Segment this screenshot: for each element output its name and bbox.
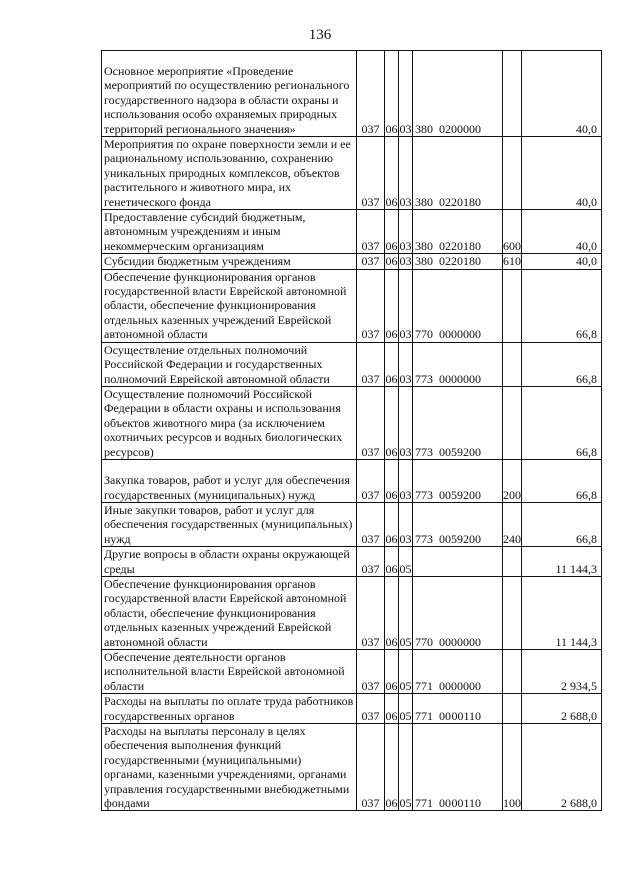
subsection-code-cell: [399, 502, 413, 546]
program-code: 77: [415, 327, 427, 342]
group-code: 02: [439, 238, 451, 253]
section-code-cell: [385, 210, 399, 254]
expense-type-cell: [503, 210, 522, 254]
subsection-code: 03: [399, 327, 412, 342]
program-code: 38: [415, 194, 427, 209]
expense-type-cell: [503, 269, 522, 342]
target-article-cell: [413, 576, 503, 649]
subprogram-code: 1: [427, 708, 433, 723]
target-article-cell: [413, 724, 503, 811]
row-name: Другие вопросы в области охраны окружающей среды: [104, 547, 350, 576]
item-code: 20180: [451, 254, 481, 269]
subsection-code-cell: [399, 576, 413, 649]
expense-type-cell: [503, 650, 522, 694]
ministry-code: 037: [361, 561, 380, 576]
ministry-code: 037: [361, 444, 380, 459]
program-code: 77: [415, 371, 427, 386]
ministry-code: 037: [361, 487, 380, 502]
row-name-cell: [102, 51, 357, 137]
row-name: Предоставление субсидий бюджетным, автономным учреждениям и иным некоммерческим организациям: [104, 210, 306, 253]
group-code: 00: [439, 327, 451, 342]
group-code: 02: [439, 121, 451, 136]
table-row: [102, 386, 602, 459]
amount-value: 40,0: [576, 121, 597, 136]
row-name-cell: [102, 137, 357, 210]
row-name: Основное мероприятие «Проведение мероприятий по осуществлению регионального государственного надзора в области охраны и использования особо охраняемых природных территорий регионального значения»: [104, 63, 350, 136]
section-code: 06: [385, 121, 398, 136]
ministry-code-cell: [357, 254, 385, 269]
ministry-code-cell: [357, 210, 385, 254]
expense-type-code: 600: [503, 238, 521, 253]
program-code: 38: [415, 121, 427, 136]
section-code: 06: [385, 371, 398, 386]
program-code: 38: [415, 254, 427, 269]
expense-type-cell: [503, 386, 522, 459]
amount-cell: [522, 694, 602, 724]
budget-table: [101, 50, 602, 811]
ministry-code-cell: [357, 547, 385, 577]
table-row: [102, 547, 602, 577]
section-code: 06: [385, 194, 398, 209]
expense-type-code: 100: [503, 796, 521, 811]
table-row: [102, 650, 602, 694]
amount-cell: [522, 342, 602, 386]
amount-cell: [522, 576, 602, 649]
item-code: 00000: [451, 121, 481, 136]
row-name: Расходы на выплаты персоналу в целях обеспечения выполнения функций государственными (муниципальными) органами, казенными учреждениями, органами управления государственными внебюджетными фондами: [104, 724, 350, 811]
item-code: 00000: [451, 634, 481, 649]
subsection-code: 05: [399, 678, 412, 693]
ministry-code-cell: [357, 51, 385, 137]
row-name-cell: [102, 502, 357, 546]
section-code: 06: [385, 634, 398, 649]
ministry-code: 037: [361, 796, 380, 811]
subsection-code: 03: [399, 121, 412, 136]
ministry-code: 037: [361, 327, 380, 342]
page-number: 136: [308, 27, 332, 43]
group-code: 00: [439, 487, 451, 502]
item-code: 00110: [451, 708, 481, 723]
program-code: 77: [415, 634, 427, 649]
section-code-cell: [385, 137, 399, 210]
expense-type-cell: [503, 342, 522, 386]
subprogram-code: 0: [427, 634, 433, 649]
item-code: 20180: [451, 238, 481, 253]
subsection-code: 03: [399, 487, 412, 502]
subprogram-code: 1: [427, 678, 433, 693]
subsection-code: 05: [399, 796, 412, 811]
amount-cell: [522, 650, 602, 694]
expense-type-cell: [503, 724, 522, 811]
ministry-code-cell: [357, 342, 385, 386]
amount-value: 66,8: [576, 444, 597, 459]
expense-type-cell: [503, 459, 522, 502]
expense-type-cell: [503, 576, 522, 649]
group-code: 02: [439, 194, 451, 209]
amount-cell: [522, 269, 602, 342]
row-name: Расходы на выплаты по оплате труда работников государственных органов: [104, 694, 354, 723]
expense-type-cell: [503, 254, 522, 269]
amount-cell: [522, 210, 602, 254]
item-code: 00110: [451, 796, 481, 811]
ministry-code-cell: [357, 137, 385, 210]
section-code: 06: [385, 678, 398, 693]
row-name-cell: [102, 694, 357, 724]
amount-cell: [522, 51, 602, 137]
ministry-code-cell: [357, 502, 385, 546]
row-name: Иные закупки товаров, работ и услуг для обеспечения государственных (муниципальных) нужд: [104, 502, 353, 546]
item-code: 20180: [451, 194, 481, 209]
table-row: [102, 459, 602, 502]
expense-type-code: 610: [503, 254, 521, 269]
subsection-code-cell: [399, 547, 413, 577]
expense-type-cell: [503, 694, 522, 724]
expense-type-cell: [503, 51, 522, 137]
section-code-cell: [385, 459, 399, 502]
subprogram-code: 0: [427, 238, 433, 253]
target-article-cell: [413, 137, 503, 210]
amount-value: 11 144,3: [555, 634, 597, 649]
subprogram-code: 3: [427, 487, 433, 502]
row-name: Обеспечение функционирования органов государственной власти Еврейской автономной области, обеспечение функционирования отдельных казенных учреждений Еврейской автономной области: [104, 576, 347, 649]
ministry-code: 037: [361, 254, 380, 269]
row-name-cell: [102, 210, 357, 254]
ministry-code-cell: [357, 694, 385, 724]
expense-type-cell: [503, 502, 522, 546]
ministry-code: 037: [361, 634, 380, 649]
amount-value: 66,8: [576, 531, 597, 546]
subprogram-code: 3: [427, 371, 433, 386]
group-code: 00: [439, 634, 451, 649]
section-code: 06: [385, 487, 398, 502]
target-article-cell: [413, 694, 503, 724]
amount-value: 66,8: [576, 371, 597, 386]
subsection-code-cell: [399, 269, 413, 342]
section-code-cell: [385, 342, 399, 386]
row-name: Обеспечение функционирования органов государственной власти Еврейской автономной области, обеспечение функционирования отдельных казенных учреждений Еврейской автономной области: [104, 269, 347, 342]
amount-value: 11 144,3: [555, 561, 597, 576]
table-row: [102, 210, 602, 254]
ministry-code-cell: [357, 650, 385, 694]
item-code: 59200: [451, 531, 481, 546]
program-code: 77: [415, 796, 427, 811]
group-code: 00: [439, 444, 451, 459]
subsection-code-cell: [399, 51, 413, 137]
table-row: [102, 269, 602, 342]
subsection-code-cell: [399, 137, 413, 210]
row-name: Субсидии бюджетным учреждениям: [104, 254, 291, 269]
row-name-cell: [102, 650, 357, 694]
subprogram-code: 0: [427, 327, 433, 342]
subsection-code-cell: [399, 254, 413, 269]
target-article-cell: [413, 459, 503, 502]
subsection-code-cell: [399, 210, 413, 254]
ministry-code: 037: [361, 238, 380, 253]
table-row: [102, 51, 602, 137]
row-name: Осуществление полномочий Российской Федерации в области охраны и использования объектов животного мира (за исключением охотничьих ресурсов и водных биологических ресурсов): [104, 386, 343, 459]
target-article-cell: [413, 51, 503, 137]
section-code-cell: [385, 650, 399, 694]
group-code: 02: [439, 254, 451, 269]
target-article-cell: [413, 547, 503, 577]
section-code-cell: [385, 269, 399, 342]
row-name-cell: [102, 254, 357, 269]
amount-cell: [522, 459, 602, 502]
ministry-code-cell: [357, 386, 385, 459]
table-row: [102, 694, 602, 724]
target-article-cell: [413, 269, 503, 342]
section-code-cell: [385, 724, 399, 811]
subsection-code: 03: [399, 531, 412, 546]
subprogram-code: 0: [427, 254, 433, 269]
amount-value: 66,8: [576, 327, 597, 342]
expense-type-cell: [503, 137, 522, 210]
section-code: 06: [385, 796, 398, 811]
subsection-code: 03: [399, 254, 412, 269]
item-code: 59200: [451, 444, 481, 459]
subprogram-code: 0: [427, 194, 433, 209]
ministry-code: 037: [361, 531, 380, 546]
table-row: [102, 342, 602, 386]
ministry-code-cell: [357, 269, 385, 342]
row-name: Мероприятия по охране поверхности земли и ее рациональному использованию, сохранению уникальных природных комплексов, объектов растительного и животного мира, их генетического фонда: [104, 137, 351, 209]
target-article-cell: [413, 210, 503, 254]
table-row: [102, 137, 602, 210]
section-code-cell: [385, 547, 399, 577]
target-article-cell: [413, 502, 503, 546]
section-code-cell: [385, 576, 399, 649]
amount-value: 40,0: [576, 238, 597, 253]
section-code-cell: [385, 51, 399, 137]
program-code: 77: [415, 678, 427, 693]
amount-value: 2 688,0: [561, 796, 597, 811]
amount-value: 2 688,0: [561, 708, 597, 723]
amount-cell: [522, 386, 602, 459]
table-row: [102, 254, 602, 269]
section-code: 06: [385, 444, 398, 459]
section-code: 06: [385, 561, 398, 576]
item-code: 59200: [451, 487, 481, 502]
subsection-code-cell: [399, 724, 413, 811]
row-name: Закупка товаров, работ и услуг для обеспечения государственных (муниципальных) нужд: [104, 473, 350, 502]
ministry-code-cell: [357, 724, 385, 811]
group-code: 00: [439, 708, 451, 723]
row-name-cell: [102, 547, 357, 577]
expense-type-code: 200: [503, 487, 521, 502]
amount-cell: [522, 724, 602, 811]
target-article-cell: [413, 342, 503, 386]
subsection-code-cell: [399, 386, 413, 459]
ministry-code: 037: [361, 678, 380, 693]
subsection-code-cell: [399, 650, 413, 694]
amount-value: 40,0: [576, 254, 597, 269]
target-article-cell: [413, 254, 503, 269]
subsection-code: 03: [399, 444, 412, 459]
section-code-cell: [385, 502, 399, 546]
ministry-code-cell: [357, 576, 385, 649]
subsection-code: 05: [399, 708, 412, 723]
ministry-code: 037: [361, 194, 380, 209]
table-row: [102, 576, 602, 649]
program-code: 77: [415, 487, 427, 502]
amount-value: 66,8: [576, 487, 597, 502]
row-name-cell: [102, 386, 357, 459]
amount-value: 40,0: [576, 194, 597, 209]
amount-cell: [522, 254, 602, 269]
ministry-code-cell: [357, 459, 385, 502]
table-row: [102, 724, 602, 811]
row-name-cell: [102, 269, 357, 342]
row-name-cell: [102, 724, 357, 811]
program-code: 77: [415, 708, 427, 723]
row-name-cell: [102, 459, 357, 502]
group-code: 00: [439, 531, 451, 546]
subsection-code: 03: [399, 238, 412, 253]
subsection-code: 03: [399, 194, 412, 209]
subprogram-code: 0: [427, 121, 433, 136]
program-code: 77: [415, 444, 427, 459]
amount-cell: [522, 502, 602, 546]
ministry-code: 037: [361, 121, 380, 136]
subsection-code-cell: [399, 342, 413, 386]
section-code: 06: [385, 327, 398, 342]
section-code: 06: [385, 531, 398, 546]
item-code: 00000: [451, 371, 481, 386]
subprogram-code: 1: [427, 796, 433, 811]
row-name-cell: [102, 342, 357, 386]
group-code: 00: [439, 371, 451, 386]
section-code-cell: [385, 254, 399, 269]
item-code: 00000: [451, 678, 481, 693]
subsection-code: 05: [399, 634, 412, 649]
amount-cell: [522, 547, 602, 577]
subsection-code: 05: [399, 561, 412, 576]
budget-table-body: [102, 51, 602, 811]
row-name-cell: [102, 576, 357, 649]
amount-cell: [522, 137, 602, 210]
subsection-code-cell: [399, 459, 413, 502]
group-code: 00: [439, 678, 451, 693]
program-code: 77: [415, 531, 427, 546]
group-code: 00: [439, 796, 451, 811]
section-code: 06: [385, 238, 398, 253]
row-name: Осуществление отдельных полномочий Российской Федерации и государственных полномочий Еврейской автономной области: [104, 342, 330, 386]
amount-value: 2 934,5: [561, 678, 597, 693]
row-name: Обеспечение деятельности органов исполнительной власти Еврейской автономной области: [104, 650, 345, 693]
target-article-cell: [413, 386, 503, 459]
section-code: 06: [385, 254, 398, 269]
subprogram-code: 3: [427, 531, 433, 546]
ministry-code: 037: [361, 708, 380, 723]
expense-type-code: 240: [503, 531, 521, 546]
section-code-cell: [385, 694, 399, 724]
subprogram-code: 3: [427, 444, 433, 459]
expense-type-cell: [503, 547, 522, 577]
target-article-cell: [413, 650, 503, 694]
item-code: 00000: [451, 327, 481, 342]
ministry-code: 037: [361, 371, 380, 386]
section-code-cell: [385, 386, 399, 459]
section-code: 06: [385, 708, 398, 723]
subsection-code: 03: [399, 371, 412, 386]
program-code: 38: [415, 238, 427, 253]
table-row: [102, 502, 602, 546]
subsection-code-cell: [399, 694, 413, 724]
